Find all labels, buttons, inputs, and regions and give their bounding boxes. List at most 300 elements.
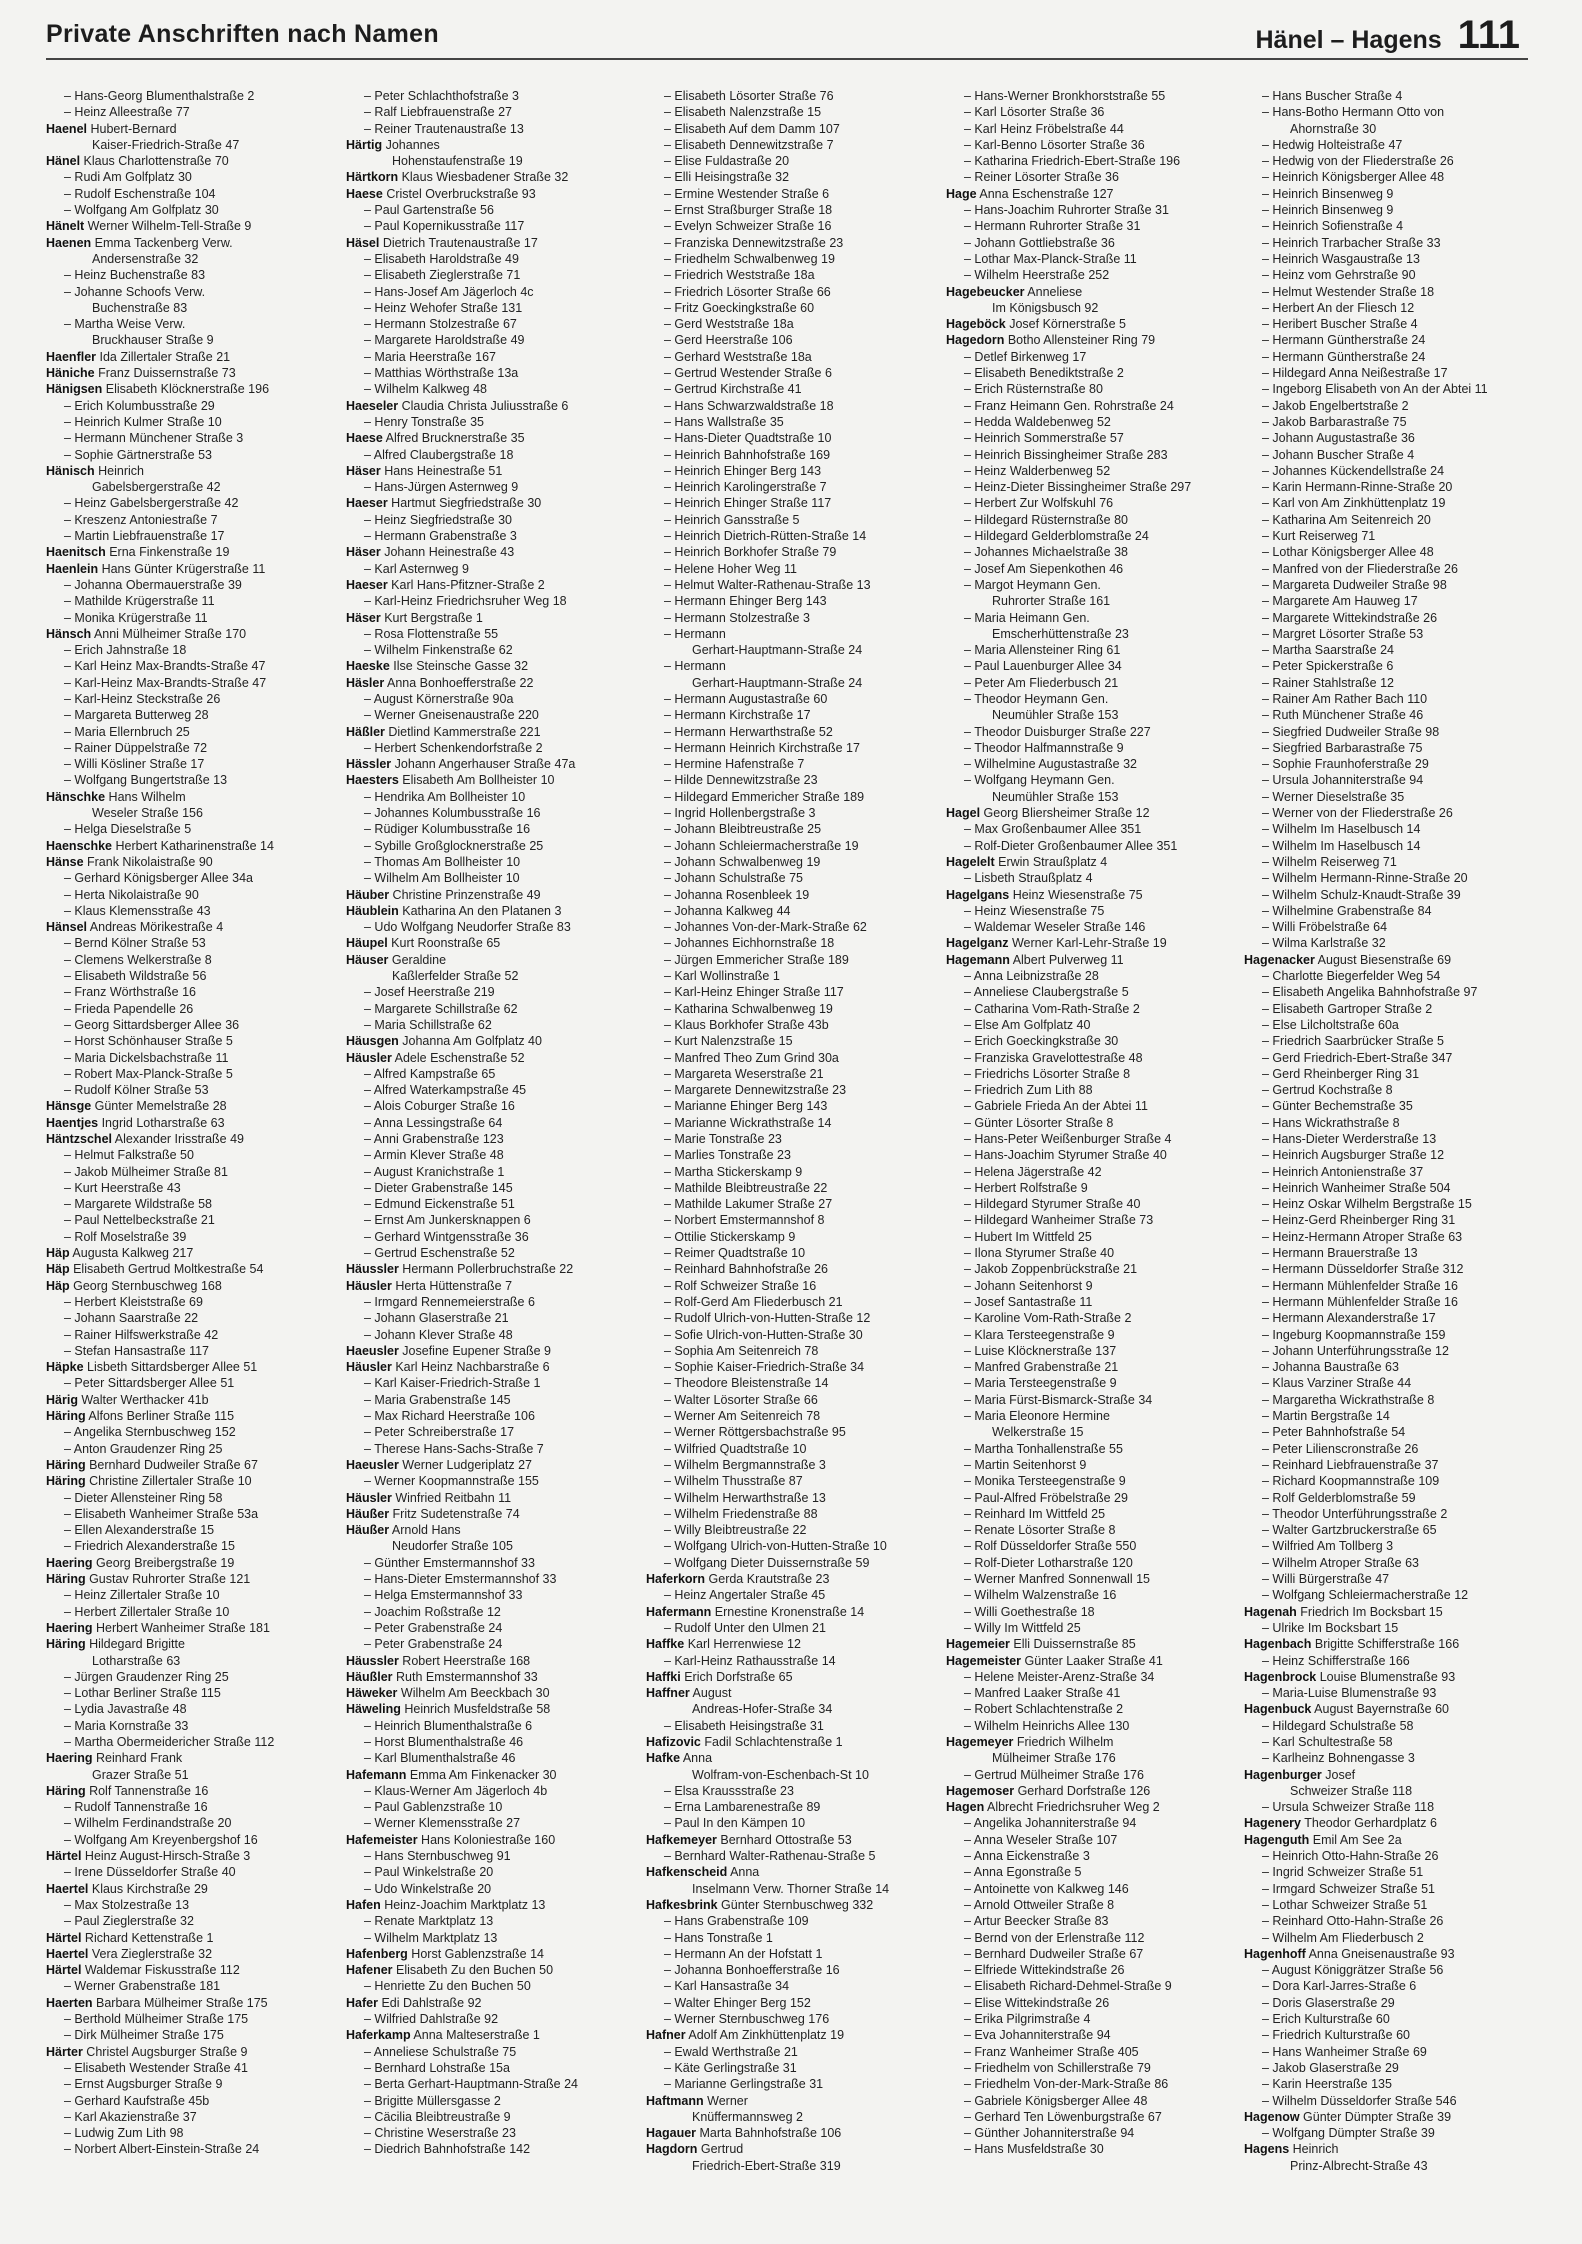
entry-surname: Härtel — [46, 1963, 82, 1978]
directory-entry: – Herta Nikolaistraße 90 — [64, 887, 199, 902]
directory-entry: – Rudolf Eschenstraße 104 — [64, 186, 216, 201]
directory-entry: – Wilhelm Atroper Straße 63 — [1262, 1555, 1420, 1570]
directory-entry: – Hans Wallstraße 35 — [664, 414, 784, 429]
directory-entry: – Ursula Schweizer Straße 118 — [1262, 1800, 1435, 1815]
directory-entry: Haenitsch Erna Finkenstraße 19 — [46, 545, 230, 560]
directory-entry: – Karlheinz Bohnengasse 3 — [1262, 1751, 1415, 1766]
directory-entry: – Wilma Karlstraße 32 — [1262, 936, 1386, 951]
directory-entry: – Paul Winkelstraße 20 — [364, 1865, 494, 1880]
directory-entry: Haeseler Claudia Christa Juliusstraße 6 — [346, 398, 569, 413]
entry-surname: Hafkenscheid — [646, 1865, 728, 1880]
directory-entry: – Berta Gerhart-Hauptmann-Straße 24 — [364, 2077, 578, 2092]
directory-entry: Im Königsbusch 92 — [992, 300, 1099, 315]
entry-surname: Haenlein — [46, 561, 99, 576]
entry-surname: Haese — [346, 186, 383, 201]
directory-entry: – Werner Am Seitenreich 78 — [664, 1409, 821, 1424]
directory-entry: Häusler Karl Heinz Nachbarstraße 6 — [346, 1360, 550, 1375]
directory-entry: – Johann Augustastraße 36 — [1262, 431, 1415, 446]
directory-entry: – Reinhard Otto-Hahn-Straße 26 — [1262, 1914, 1444, 1929]
directory-entry: Häring Alfons Berliner Straße 115 — [46, 1409, 235, 1424]
directory-entry: – Antoinette von Kalkweg 146 — [964, 1881, 1129, 1896]
directory-entry: – Maria Tersteegenstraße 9 — [964, 1376, 1117, 1391]
directory-entry: – Anna Leibnizstraße 28 — [964, 969, 1099, 984]
directory-entry: – Dora Karl-Jarres-Straße 6 — [1262, 1979, 1417, 1994]
entry-surname: Hafener — [346, 1963, 393, 1978]
directory-entry: Haenschke Herbert Katharinenstraße 14 — [46, 838, 274, 853]
directory-entry: – Rudolf Tannenstraße 16 — [64, 1800, 208, 1815]
entry-surname: Haenfler — [46, 349, 97, 364]
directory-entry: Haese Alfred Brucknerstraße 35 — [346, 431, 525, 446]
directory-entry: – Klaus Klemensstraße 43 — [64, 903, 211, 918]
directory-entry: – Ernst Augsburger Straße 9 — [64, 2077, 223, 2092]
directory-entry: – Heinrich Bahnhofstraße 169 — [664, 447, 831, 462]
directory-entry: – Herbert Rolfstraße 9 — [964, 1180, 1088, 1195]
directory-entry: – Erna Lambarenestraße 89 — [664, 1800, 821, 1815]
directory-entry: Häublein Katharina An den Platanen 3 — [346, 903, 562, 918]
directory-entry: – Martha Saarstraße 24 — [1262, 643, 1395, 658]
directory-entry: – Hermann Ruhrorter Straße 31 — [964, 219, 1141, 234]
entry-surname: Hagenhoff — [1244, 1946, 1306, 1961]
directory-entry: – Monika Tersteegenstraße 9 — [964, 1474, 1126, 1489]
directory-entry: – Karl-Heinz Friedrichsruher Weg 18 — [364, 594, 567, 609]
directory-entry: Hage Anna Eschenstraße 127 — [946, 186, 1114, 201]
directory-entry: Haering Herbert Wanheimer Straße 181 — [46, 1620, 270, 1635]
directory-entry: – Klaus-Werner Am Jägerloch 4b — [364, 1783, 548, 1798]
directory-entry: Hagemann Albert Pulverweg 11 — [946, 952, 1124, 967]
directory-entry: – Dieter Grabenstraße 145 — [364, 1180, 513, 1195]
directory-entry: – Wilhelm Kalkweg 48 — [364, 382, 487, 397]
directory-entry: Häp Georg Sternbuschweg 168 — [46, 1278, 222, 1293]
entry-surname: Haenen — [46, 235, 92, 250]
directory-entry: – Karin Hermann-Rinne-Straße 20 — [1262, 480, 1453, 495]
directory-entry: – Reiner Lösorter Straße 36 — [964, 170, 1119, 185]
directory-entry: – Bernhard Dudweiler Straße 67 — [964, 1946, 1144, 1961]
directory-entry: – Rainer Düppelstraße 72 — [64, 740, 208, 755]
directory-entry: – Matthias Wörthstraße 13a — [364, 366, 519, 381]
directory-entry: – Jakob Zoppenbrückstraße 21 — [964, 1262, 1138, 1277]
directory-entry: – Gertrud Mülheimer Straße 176 — [964, 1767, 1144, 1782]
directory-entry: – Heinz Angertaler Straße 45 — [664, 1588, 826, 1603]
directory-entry: – Manfred Theo Zum Grind 30a — [664, 1050, 839, 1065]
entry-surname: Hänsch — [46, 626, 92, 641]
directory-entry: – Elfriede Wittekindstraße 26 — [964, 1963, 1125, 1978]
directory-entry: – Clemens Welkerstraße 8 — [64, 952, 212, 967]
directory-entry: – Jakob Mülheimer Straße 81 — [64, 1164, 228, 1179]
directory-entry: – Hildegard Schulstraße 58 — [1262, 1718, 1414, 1733]
directory-entry: – Johanne Schoofs Verw. — [64, 284, 206, 299]
directory-entry: Häsler Anna Bonhoefferstraße 22 — [346, 675, 534, 690]
directory-entry: Hänsch Anni Mülheimer Straße 170 — [46, 626, 247, 641]
directory-entry: – Hans Wickrathstraße 8 — [1262, 1115, 1400, 1130]
directory-entry: – Elisabeth Wildstraße 56 — [64, 969, 207, 984]
directory-entry: Andreas-Hofer-Straße 34 — [692, 1702, 833, 1717]
directory-entry: – Karl Heinz Max-Brandts-Straße 47 — [64, 659, 266, 674]
directory-entry: – Maria Schillstraße 62 — [364, 1017, 492, 1032]
directory-entry: – Heinz Schifferstraße 166 — [1262, 1653, 1410, 1668]
directory-entry: – Werner von der Fliederstraße 26 — [1262, 806, 1453, 821]
directory-entry: – Gerhard Wintgensstraße 36 — [364, 1229, 529, 1244]
directory-entry: – Wolfgang Am Kreyenbergshof 16 — [64, 1832, 258, 1847]
directory-entry: – Karl Wollinstraße 1 — [664, 969, 780, 984]
directory-entry: – Mathilde Lakumer Straße 27 — [664, 1197, 833, 1212]
entry-surname: Häring — [46, 1474, 86, 1489]
directory-entry: – Hermann Mühlenfelder Straße 16 — [1262, 1294, 1458, 1309]
directory-entry: Welkerstraße 15 — [992, 1425, 1084, 1440]
directory-entry: – Rudolf Kölner Straße 53 — [64, 1083, 209, 1098]
directory-entry: – Wilhelm Düsseldorfer Straße 546 — [1262, 2093, 1457, 2108]
directory-entry: Hagelelt Erwin Straußplatz 4 — [946, 854, 1108, 869]
directory-entry: Hagenacker August Biesenstraße 69 — [1244, 952, 1452, 967]
directory-entry: – Elisabeth Wanheimer Straße 53a — [64, 1506, 259, 1521]
directory-entry: – Erich Rüsternstraße 80 — [964, 382, 1103, 397]
directory-entry: – Johanna Kalkweg 44 — [664, 903, 791, 918]
directory-entry: Hafkesbrink Günter Sternbuschweg 332 — [646, 1897, 874, 1912]
directory-entry: – Elisabeth Dennewitzstraße 7 — [664, 137, 834, 152]
directory-entry: – Maria Kornstraße 33 — [64, 1718, 189, 1733]
entry-surname: Häp — [46, 1246, 70, 1261]
directory-entry: – Wilhelm Bergmannstraße 3 — [664, 1457, 826, 1472]
directory-entry: Häniche Franz Duissernstraße 73 — [46, 366, 236, 381]
entry-surname: Hafner — [646, 2028, 686, 2043]
directory-entry: – Robert Schlachtenstraße 2 — [964, 1702, 1124, 1717]
directory-entry: – Martin Bergstraße 14 — [1262, 1409, 1390, 1424]
directory-entry: – Rolf Moselstraße 39 — [64, 1229, 187, 1244]
directory-entry: – Gabriele Frieda An der Abtei 11 — [964, 1099, 1148, 1114]
directory-entry: Haeusler Josefine Eupener Straße 9 — [346, 1343, 551, 1358]
directory-entry: – Peter Spickerstraße 6 — [1262, 659, 1394, 674]
directory-entry: – Anna Lessingstraße 64 — [364, 1115, 503, 1130]
directory-entry: Härtel Richard Kettenstraße 1 — [46, 1930, 214, 1945]
entry-surname: Hänschke — [46, 789, 106, 804]
entry-surname: Haffki — [646, 1669, 681, 1684]
directory-entry: Haferkamp Anna Malteserstraße 1 — [346, 2028, 540, 2043]
directory-entry: – Hermann Ehinger Berg 143 — [664, 594, 827, 609]
directory-entry: Häser Kurt Bergstraße 1 — [346, 610, 483, 625]
entry-surname: Hafkemeyer — [646, 1832, 717, 1847]
directory-entry: – Friedrich Zum Lith 88 — [964, 1083, 1093, 1098]
entry-surname: Haeusler — [346, 1457, 399, 1472]
entry-surname: Häusler — [346, 1360, 392, 1375]
directory-entry: – Margareta Weserstraße 21 — [664, 1066, 824, 1081]
directory-entry: – Hermann Düsseldorfer Straße 312 — [1262, 1262, 1464, 1277]
directory-entry: – Ewald Werthstraße 21 — [664, 2044, 798, 2059]
directory-entry: Hagemeyer Friedrich Wilhelm — [946, 1734, 1114, 1749]
directory-entry: – Hans-Joachim Ruhrorter Straße 31 — [964, 203, 1169, 218]
directory-entry: Hagelganz Werner Karl-Lehr-Straße 19 — [946, 936, 1167, 951]
directory-entry: Härtel Waldemar Fiskusstraße 112 — [46, 1963, 240, 1978]
directory-entry: Hagenery Theodor Gerhardplatz 6 — [1244, 1816, 1437, 1831]
directory-entry: – Willi Goethestraße 18 — [964, 1604, 1095, 1619]
directory-entry: Haffke Karl Herrenwiese 12 — [646, 1637, 801, 1652]
entry-surname: Haenitsch — [46, 545, 106, 560]
entry-surname: Härtel — [46, 1930, 82, 1945]
directory-entry: – Hermann Heinrich Kirchstraße 17 — [664, 740, 860, 755]
entry-surname: Häser — [346, 463, 381, 478]
directory-entry: – Hans-Jürgen Asternweg 9 — [364, 480, 519, 495]
entry-surname: Hagenow — [1244, 2109, 1300, 2124]
directory-entry: – Gertrud Westender Straße 6 — [664, 366, 832, 381]
directory-entry: – Helene Meister-Arenz-Straße 34 — [964, 1669, 1155, 1684]
entry-surname: Hänigsen — [46, 382, 103, 397]
directory-entry: – Peter Sittardsberger Allee 51 — [64, 1376, 235, 1391]
directory-entry: – Wilfried Quadtstraße 10 — [664, 1441, 807, 1456]
directory-entry: – Werner Klemensstraße 27 — [364, 1816, 521, 1831]
directory-columns — [46, 88, 1536, 2228]
directory-entry: Haenfler Ida Zillertaler Straße 21 — [46, 349, 231, 364]
directory-entry: Haering Reinhard Frank — [46, 1751, 183, 1766]
directory-entry: – Marie Tonstraße 23 — [664, 1132, 782, 1146]
directory-entry: – Johann Schwalbenweg 19 — [664, 854, 821, 869]
entry-surname: Hagenery — [1244, 1816, 1301, 1831]
directory-entry: Schweizer Straße 118 — [1290, 1783, 1413, 1798]
directory-entry: – Evelyn Schweizer Straße 16 — [664, 219, 832, 234]
directory-entry: – Elsa Kraussstraße 23 — [664, 1783, 794, 1798]
directory-entry: – Johann Schleiermacherstraße 19 — [664, 838, 859, 853]
directory-entry: Hafkenscheid Anna — [646, 1865, 760, 1880]
directory-entry: Haering Georg Breibergstraße 19 — [46, 1555, 235, 1570]
directory-entry: Hänigsen Elisabeth Klöcknerstraße 196 — [46, 382, 270, 397]
directory-entry: – Hildegard Rüsternstraße 80 — [964, 512, 1128, 527]
directory-entry: – Alfred Kampstraße 65 — [364, 1066, 496, 1081]
directory-entry: – Elisabeth Angelika Bahnhofstraße 97 — [1262, 985, 1478, 1000]
entry-surname: Hagel — [946, 806, 981, 821]
directory-entry: Grazer Straße 51 — [92, 1767, 189, 1782]
directory-entry: – Gerhard Weststraße 18a — [664, 349, 812, 364]
directory-entry: Häring Christine Zillertaler Straße 10 — [46, 1474, 252, 1489]
directory-entry: – Karl Kaiser-Friedrich-Straße 1 — [364, 1376, 541, 1391]
directory-entry: – Hans-Georg Blumenthalstraße 2 — [64, 89, 255, 103]
entry-surname: Häweling — [346, 1702, 401, 1717]
directory-entry: – Martha Tonhallenstraße 55 — [964, 1441, 1123, 1456]
directory-entry: Hagenhoff Anna Gneisenaustraße 93 — [1244, 1946, 1455, 1961]
directory-entry: – Heinz Siegfriedstraße 30 — [364, 512, 512, 527]
directory-entry: – Hans-Dieter Emstermannshof 33 — [364, 1572, 557, 1587]
directory-entry: – Karl-Benno Lösorter Straße 36 — [964, 137, 1145, 152]
directory-entry: Härtkorn Klaus Wiesbadener Straße 32 — [346, 170, 569, 185]
directory-entry: – Paul Nettelbeckstraße 21 — [64, 1213, 215, 1228]
directory-entry: – Manfred Laaker Straße 41 — [964, 1686, 1121, 1701]
directory-entry: – Friedhelm von Schillerstraße 79 — [964, 2060, 1151, 2075]
directory-entry: – Angelika Johanniterstraße 94 — [964, 1816, 1137, 1831]
directory-entry: – Wolfgang Dümpter Straße 39 — [1262, 2126, 1435, 2141]
directory-entry: – Maria Allensteiner Ring 61 — [964, 643, 1121, 658]
directory-entry: – Reinhard Bahnhofstraße 26 — [664, 1262, 828, 1277]
directory-entry: – Alois Coburger Straße 16 — [364, 1099, 515, 1114]
directory-entry: – Wilhelm Im Haselbusch 14 — [1262, 822, 1421, 837]
directory-entry: Häusler Winfried Reitbahn 11 — [346, 1490, 512, 1505]
directory-entry: – Werner Röttgersbachstraße 95 — [664, 1425, 846, 1440]
directory-entry: – Rolf Düsseldorfer Straße 550 — [964, 1539, 1137, 1554]
directory-entry: Häring Bernhard Dudweiler Straße 67 — [46, 1457, 258, 1472]
directory-entry: – Udo Winkelstraße 20 — [364, 1881, 492, 1896]
directory-entry: – Elisabeth Nalenzstraße 15 — [664, 105, 822, 120]
entry-surname: Haertel — [46, 1946, 89, 1961]
directory-entry: – Herbert An der Fliesch 12 — [1262, 300, 1415, 315]
directory-entry: – Karoline Vom-Rath-Straße 2 — [964, 1311, 1132, 1326]
directory-entry: Hafener Elisabeth Zu den Buchen 50 — [346, 1963, 554, 1978]
directory-entry: – Theodor Duisburger Straße 227 — [964, 724, 1151, 739]
directory-entry: – Heinrich Ehinger Straße 117 — [664, 496, 832, 511]
directory-entry: – Wilhelm Schulz-Knaudt-Straße 39 — [1262, 887, 1461, 902]
directory-entry: – Heinrich Karolingerstraße 7 — [664, 480, 827, 495]
directory-entry: – Klara Tersteegenstraße 9 — [964, 1327, 1115, 1342]
directory-entry: – Rolf Schweizer Straße 16 — [664, 1278, 817, 1293]
directory-entry: Hagemoser Gerhard Dorfstraße 126 — [946, 1783, 1151, 1798]
directory-entry: – Ralf Liebfrauenstraße 27 — [364, 105, 513, 120]
directory-entry: Friedrich-Ebert-Straße 319 — [692, 2158, 841, 2173]
directory-entry: Andersenstraße 32 — [92, 251, 199, 266]
directory-entry: Häweling Heinrich Musfeldstraße 58 — [346, 1702, 551, 1717]
directory-entry: – Johann Bleibtreustraße 25 — [664, 822, 822, 837]
directory-entry: Neudorfer Straße 105 — [392, 1539, 513, 1554]
directory-entry: Häusler Herta Hüttenstraße 7 — [346, 1278, 513, 1293]
entry-surname: Hagenah — [1244, 1604, 1297, 1619]
directory-entry: – Irene Düsseldorfer Straße 40 — [64, 1865, 236, 1880]
directory-entry: – Hermann Stolzestraße 67 — [364, 317, 517, 332]
directory-entry: – Maria Heerstraße 167 — [364, 349, 497, 364]
directory-entry: – Lydia Javastraße 48 — [64, 1702, 187, 1717]
directory-entry: Knüffermannsweg 2 — [692, 2109, 803, 2124]
entry-surname: Hänsel — [46, 920, 87, 935]
directory-entry: – Jürgen Emmericher Straße 189 — [664, 952, 849, 967]
directory-entry: Häring Gustav Ruhrorter Straße 121 — [46, 1572, 251, 1587]
directory-entry: – Peter Grabenstraße 24 — [364, 1637, 503, 1652]
directory-entry: – Werner Koopmannstraße 155 — [364, 1474, 539, 1489]
directory-entry: – Karl-Heinz Steckstraße 26 — [64, 691, 221, 706]
directory-entry: – Gerhard Königsberger Allee 34a — [64, 871, 254, 886]
directory-entry: – Alfred Claubergstraße 18 — [364, 447, 514, 462]
directory-entry: – Hildegard Styrumer Straße 40 — [964, 1197, 1141, 1212]
entry-surname: Haering — [46, 1555, 93, 1570]
directory-entry: – Maria Grabenstraße 145 — [364, 1392, 511, 1407]
directory-entry: – Margarete Wildstraße 58 — [64, 1197, 212, 1212]
directory-entry: – Anna Egonstraße 5 — [964, 1865, 1082, 1880]
entry-surname: Häußer — [346, 1523, 390, 1538]
directory-entry: – Sophie Fraunhoferstraße 29 — [1262, 757, 1429, 772]
entry-surname: Haeser — [346, 577, 388, 592]
directory-entry: – Wolfgang Schleiermacherstraße 12 — [1262, 1588, 1469, 1603]
directory-entry: – Erich Kolumbusstraße 29 — [64, 398, 215, 413]
directory-entry: – Maria Ellernbruch 25 — [64, 724, 190, 739]
directory-entry: – Friedrichs Lösorter Straße 8 — [964, 1066, 1131, 1081]
directory-entry: – Heinrich Kulmer Straße 10 — [64, 414, 222, 429]
entry-surname: Hafen — [346, 1897, 381, 1912]
entry-surname: Hagenburger — [1244, 1767, 1322, 1782]
directory-entry: – Willi Kösliner Straße 17 — [64, 757, 205, 772]
entry-surname: Häusgen — [346, 1034, 399, 1049]
directory-entry: – Marianne Gerlingstraße 31 — [664, 2077, 824, 2092]
directory-entry: – Martin Liebfrauenstraße 17 — [64, 529, 225, 544]
directory-entry: – Werner Gneisenaustraße 220 — [364, 708, 539, 723]
directory-entry: – Werner Grabenstraße 181 — [64, 1979, 221, 1994]
directory-entry: – Karl Blumenthalstraße 46 — [364, 1751, 516, 1766]
entry-surname: Haffner — [646, 1686, 690, 1701]
directory-entry: – Hans-Josef Am Jägerloch 4c — [364, 284, 534, 299]
directory-entry: – Heinz Alleestraße 77 — [64, 105, 190, 120]
directory-entry: Haferkorn Gerda Krautstraße 23 — [646, 1572, 830, 1587]
directory-entry: Gerhart-Hauptmann-Straße 24 — [692, 675, 863, 690]
directory-entry: Härig Walter Werthacker 41b — [46, 1392, 209, 1407]
entry-surname: Hafizovic — [646, 1734, 701, 1749]
directory-entry: – Hans-Botho Hermann Otto von — [1262, 105, 1445, 120]
entry-surname: Hagenguth — [1244, 1832, 1310, 1847]
entry-surname: Häpke — [46, 1360, 84, 1375]
directory-entry: Hagel Georg Bliersheimer Straße 12 — [946, 806, 1150, 821]
directory-entry: – Helena Jägerstraße 42 — [964, 1164, 1102, 1179]
directory-entry: – Heinz Oskar Wilhelm Bergstraße 15 — [1262, 1197, 1472, 1212]
directory-entry: – Hermann Güntherstraße 24 — [1262, 349, 1426, 364]
directory-entry: Hagens Heinrich — [1244, 2142, 1339, 2157]
directory-entry: Hagenburger Josef — [1244, 1767, 1356, 1782]
directory-entry: – Maria Dickelsbachstraße 11 — [64, 1050, 229, 1065]
directory-entry: Häp Elisabeth Gertrud Moltkestraße 54 — [46, 1262, 264, 1277]
directory-entry: – Hans Schwarzwaldstraße 18 — [664, 398, 834, 413]
directory-entry: – Max Großenbaumer Allee 351 — [964, 822, 1142, 837]
entry-surname: Häussler — [346, 1262, 399, 1277]
entry-surname: Härtel — [46, 1849, 82, 1864]
directory-entry: – Marlies Tonstraße 23 — [664, 1148, 791, 1163]
directory-entry: Haftmann Werner — [646, 2093, 748, 2108]
directory-entry: – Horst Blumenthalstraße 46 — [364, 1734, 524, 1749]
directory-entry: – Alfred Waterkampstraße 45 — [364, 1083, 527, 1098]
directory-entry: – Wilhelm Ferdinandstraße 20 — [64, 1816, 232, 1831]
directory-entry: Weseler Straße 156 — [92, 806, 203, 821]
directory-entry: – Wolfgang Dieter Duissernstraße 59 — [664, 1555, 870, 1570]
entry-surname: Hänel — [46, 154, 81, 169]
directory-entry: Hagauer Marta Bahnhofstraße 106 — [646, 2126, 842, 2141]
directory-entry: – Elisabeth Haroldstraße 49 — [364, 251, 519, 266]
directory-column-5 — [1244, 88, 1536, 2228]
directory-entry: – Rosa Flottenstraße 55 — [364, 626, 499, 641]
directory-entry: – Rüdiger Kolumbusstraße 16 — [364, 822, 531, 837]
directory-entry: – Helmut Walter-Rathenau-Straße 13 — [664, 577, 871, 592]
directory-entry: – Margarete Am Hauweg 17 — [1262, 594, 1418, 609]
entry-surname: Härig — [46, 1392, 78, 1407]
entry-surname: Häring — [46, 1457, 86, 1472]
directory-entry: – Henry Tonstraße 35 — [364, 414, 484, 429]
directory-entry: – Rainer Am Rather Bach 110 — [1262, 691, 1428, 706]
directory-entry: – Siegfried Dudweiler Straße 98 — [1262, 724, 1440, 739]
page-header-right — [1255, 13, 1520, 58]
directory-entry: – Hermann Alexanderstraße 17 — [1262, 1311, 1436, 1326]
directory-entry: – August Körnerstraße 90a — [364, 691, 514, 706]
directory-entry: – Wilhelm Marktplatz 13 — [364, 1930, 498, 1945]
directory-entry: – Anna Eickenstraße 3 — [964, 1849, 1090, 1864]
directory-entry: – Johanna Rosenbleek 19 — [664, 887, 810, 902]
directory-entry: – Josef Heerstraße 219 — [364, 985, 495, 1000]
directory-entry: Häßler Dietlind Kammerstraße 221 — [346, 724, 541, 739]
directory-entry: – Heinrich Bissingheimer Straße 283 — [964, 447, 1168, 462]
directory-entry: – Diedrich Bahnhofstraße 142 — [364, 2142, 531, 2157]
directory-entry: – Helga Emstermannshof 33 — [364, 1588, 523, 1603]
directory-entry: Mülheimer Straße 176 — [992, 1751, 1116, 1766]
directory-entry: – Sophia Am Seitenreich 78 — [664, 1343, 819, 1358]
directory-entry: – Johannes Eichhornstraße 18 — [664, 936, 835, 951]
directory-entry: – Hermann Herwarthstraße 52 — [664, 724, 833, 739]
directory-entry: – Heinrich Dietrich-Rütten-Straße 14 — [664, 529, 867, 544]
directory-entry: – Kurt Heerstraße 43 — [64, 1180, 181, 1195]
directory-entry: – Wilhelm Friedenstraße 88 — [664, 1506, 818, 1521]
directory-entry: – Hermann — [664, 626, 726, 641]
entry-surname: Hafemeister — [346, 1832, 418, 1847]
directory-entry: – Hermann Stolzestraße 3 — [664, 610, 810, 625]
directory-entry: – Theodor Halfmannstraße 9 — [964, 740, 1124, 755]
directory-entry: – Ingrid Schweizer Straße 51 — [1262, 1865, 1424, 1880]
directory-entry: Härter Christel Augsburger Straße 9 — [46, 2044, 248, 2059]
entry-surname: Hagebeucker — [946, 284, 1025, 299]
directory-entry: – Margret Lösorter Straße 53 — [1262, 626, 1424, 641]
directory-entry: – Walter Lösorter Straße 66 — [664, 1392, 818, 1407]
